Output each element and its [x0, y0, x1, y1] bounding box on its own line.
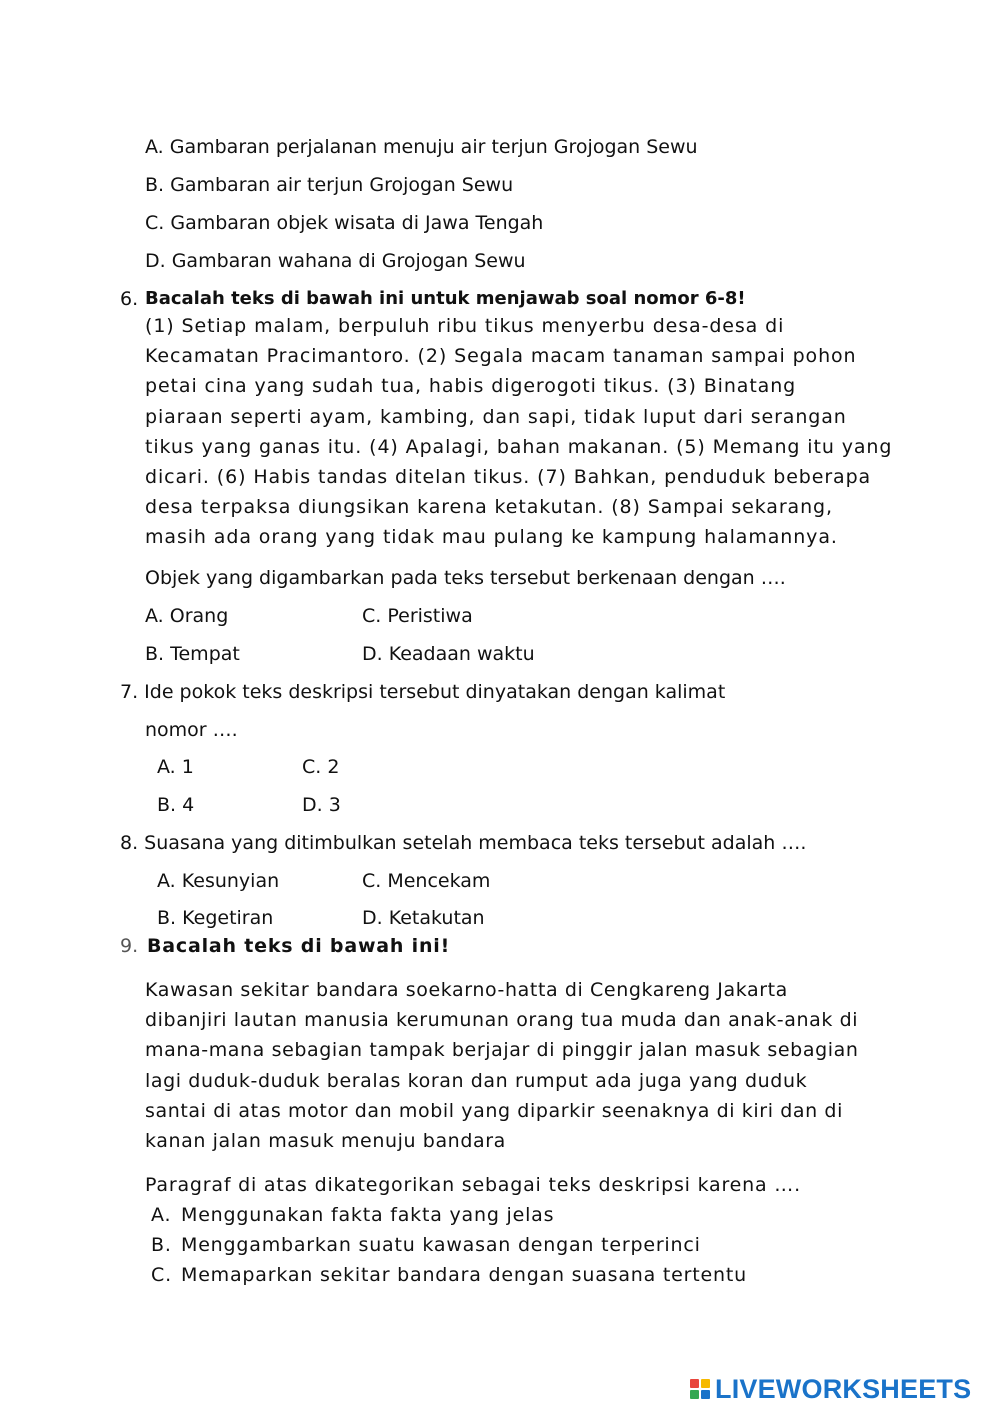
q8-option-d: D. Ketakutan: [362, 907, 485, 929]
q5-option-d: D. Gambaran wahana di Grojogan Sewu: [145, 250, 526, 272]
q9-passage: Kawasan sekitar bandara soekarno-hatta di Cengkareng Jakarta dibanjiri lautan manusia kerumunan orang tua muda dan anak-anak di mana-mana sebagian tampak berjajar di pinggir jalan masuk sebagian lagi duduk-duduk beralas koran dan rumput ada juga yang duduk santai di atas motor dan mobil yang diparkir seenaknya di kiri dan di kanan jalan masuk menuju bandara: [145, 979, 859, 1153]
q6-option-a: A. Orang: [145, 605, 229, 627]
q9-number: 9.: [120, 935, 139, 957]
logo-text: LIVEWORKSHEETS: [715, 1373, 972, 1404]
q8-option-b: B. Kegetiran: [157, 907, 274, 929]
q9-question: Paragraf di atas dikategorikan sebagai teks deskripsi karena ….: [145, 1174, 801, 1196]
q9-option-c-letter: C.: [151, 1264, 172, 1286]
q8-option-c: C. Mencekam: [362, 870, 491, 892]
q6-passage: (1) Setiap malam, berpuluh ribu tikus menyerbu desa-desa di Kecamatan Pracimantoro. (2) Segala macam tanaman sampai pohon petai cina yang sudah tua, habis digerogoti tikus. (3) Binatang piaraan seperti ayam, kambing, dan sapi, tidak luput dari serangan tikus yang ganas itu. (4) Apalagi, bahan makanan. (5) Memang itu yang dicari. (6) Habis tandas ditelan tikus. (7) Bahkan, penduduk beberapa desa terpaksa diungsikan karena ketakutan. (8) Sampai sekarang, masih ada orang yang tidak mau pulang ke kampung halamannya.: [145, 315, 893, 549]
q7-question-line2: nomor ….: [145, 719, 238, 741]
q6-option-c: C. Peristiwa: [362, 605, 473, 627]
q8-option-a: A. Kesunyian: [157, 870, 280, 892]
q5-option-a: A. Gambaran perjalanan menuju air terjun Grojogan Sewu: [145, 136, 698, 158]
logo-square-yellow: [701, 1379, 710, 1388]
logo-squares-icon: [690, 1379, 710, 1399]
q7-option-a: A. 1: [157, 756, 194, 778]
q5-option-c: C. Gambaran objek wisata di Jawa Tengah: [145, 212, 544, 234]
q9-option-c-text: Memaparkan sekitar bandara dengan suasana tertentu: [181, 1264, 747, 1286]
q6-option-b: B. Tempat: [145, 643, 240, 665]
q7-option-c: C. 2: [302, 756, 340, 778]
q9-option-b-text: Menggambarkan suatu kawasan dengan terperinci: [181, 1234, 701, 1256]
q7-question-line1: 7. Ide pokok teks deskripsi tersebut dinyatakan dengan kalimat: [120, 681, 726, 703]
q7-option-b: B. 4: [157, 794, 195, 816]
q6-question: Objek yang digambarkan pada teks tersebut berkenaan dengan ….: [145, 567, 786, 589]
liveworksheets-logo: [690, 1372, 971, 1406]
q6-number: 6.: [120, 288, 139, 310]
q7-option-d: D. 3: [302, 794, 341, 816]
logo-square-red: [690, 1379, 699, 1388]
q9-option-a-text: Menggunakan fakta fakta yang jelas: [181, 1204, 555, 1226]
logo-square-blue: [701, 1390, 710, 1399]
q9-instruction: Bacalah teks di bawah ini!: [147, 935, 451, 957]
q9-option-a-letter: A.: [151, 1204, 172, 1226]
q5-option-b: B. Gambaran air terjun Grojogan Sewu: [145, 174, 514, 196]
q9-option-b-letter: B.: [151, 1234, 172, 1256]
q8-question: 8. Suasana yang ditimbulkan setelah membaca teks tersebut adalah ….: [120, 832, 807, 854]
logo-square-green: [690, 1390, 699, 1399]
q6-instruction: Bacalah teks di bawah ini untuk menjawab soal nomor 6-8!: [145, 288, 746, 309]
q6-option-d: D. Keadaan waktu: [362, 643, 535, 665]
